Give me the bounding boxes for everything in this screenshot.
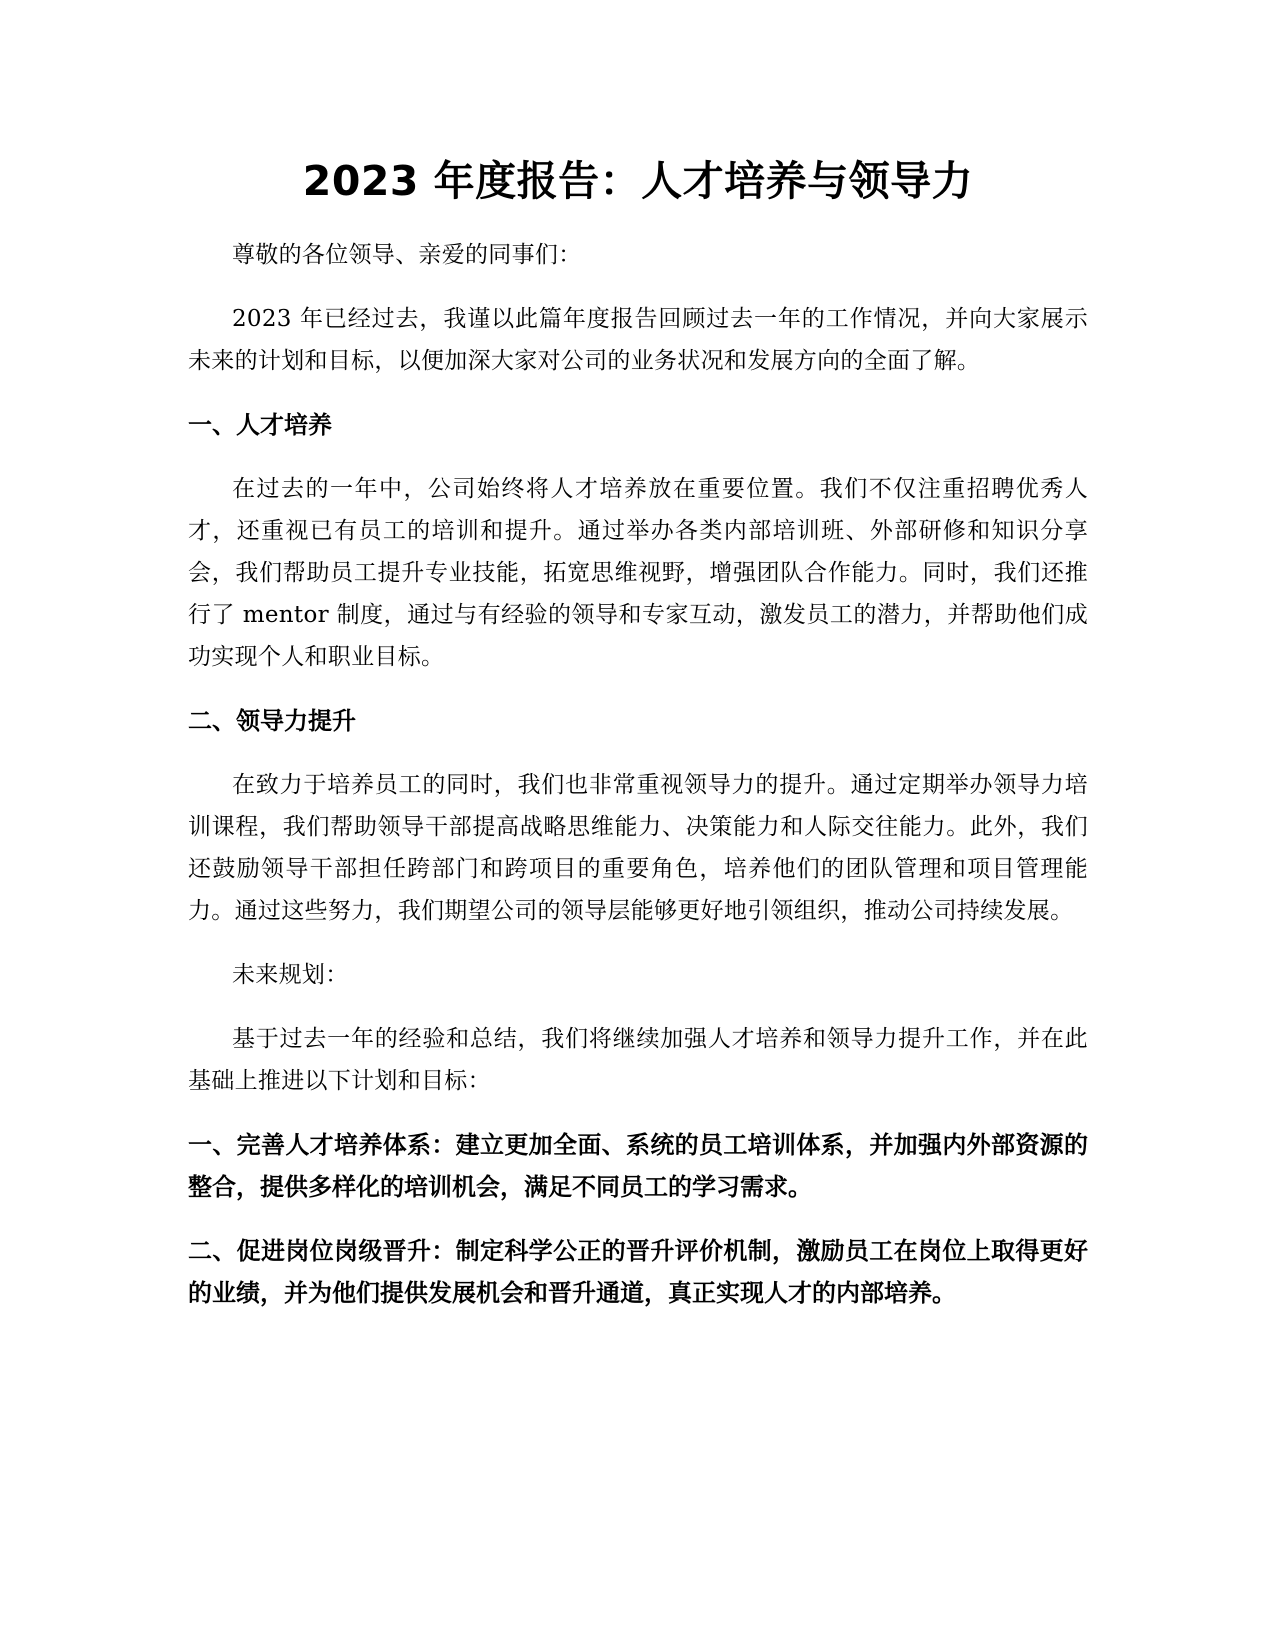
- plan-item-2: 二、促进岗位岗级晋升：制定科学公正的晋升评价机制，激励员工在岗位上取得更好的业绩，并为他们提供发展机会和晋升通道，真正实现人才的内部培养。: [188, 1237, 1088, 1307]
- plan-item-1: 一、完善人才培养体系：建立更加全面、系统的员工培训体系，并加强内外部资源的整合，提供多样化的培训机会，满足不同员工的学习需求。: [188, 1131, 1088, 1201]
- future-label: 未来规划：: [232, 962, 349, 988]
- section-heading-talent: 一、人才培养: [188, 411, 332, 439]
- page-title: 2023 年度报告：人才培养与领导力: [302, 157, 974, 205]
- leadership-paragraph: 在致力于培养员工的同时，我们也非常重视领导力的提升。通过定期举办领导力培训课程，我们帮助领导干部提高战略思维能力、决策能力和人际交往能力。此外，我们还鼓励领导干部担任跨部门和跨项目的重要角色，培养他们的团队管理和项目管理能力。通过这些努力，我们期望公司的领导层能够更好地引领组织，推动公司持续发展。: [188, 772, 1088, 924]
- greeting-paragraph: 尊敬的各位领导、亲爱的同事们：: [232, 242, 582, 268]
- intro-paragraph: 2023 年已经过去，我谨以此篇年度报告回顾过去一年的工作情况，并向大家展示未来的计划和目标，以便加深大家对公司的业务状况和发展方向的全面了解。: [188, 306, 1088, 374]
- section-heading-leadership: 二、领导力提升: [188, 707, 356, 735]
- talent-paragraph: 在过去的一年中，公司始终将人才培养放在重要位置。我们不仅注重招聘优秀人才，还重视已有员工的培训和提升。通过举办各类内部培训班、外部研修和知识分享会，我们帮助员工提升专业技能，拓宽思维视野，增强团队合作能力。同时，我们还推行了 mentor 制度，通过与有经验的领导和专家互动，激发员工的潜力，并帮助他们成功实现个人和职业目标。: [188, 476, 1088, 670]
- future-intro-paragraph: 基于过去一年的经验和总结，我们将继续加强人才培养和领导力提升工作，并在此基础上推进以下计划和目标：: [188, 1026, 1088, 1094]
- document-body: [188, 150, 1088, 1314]
